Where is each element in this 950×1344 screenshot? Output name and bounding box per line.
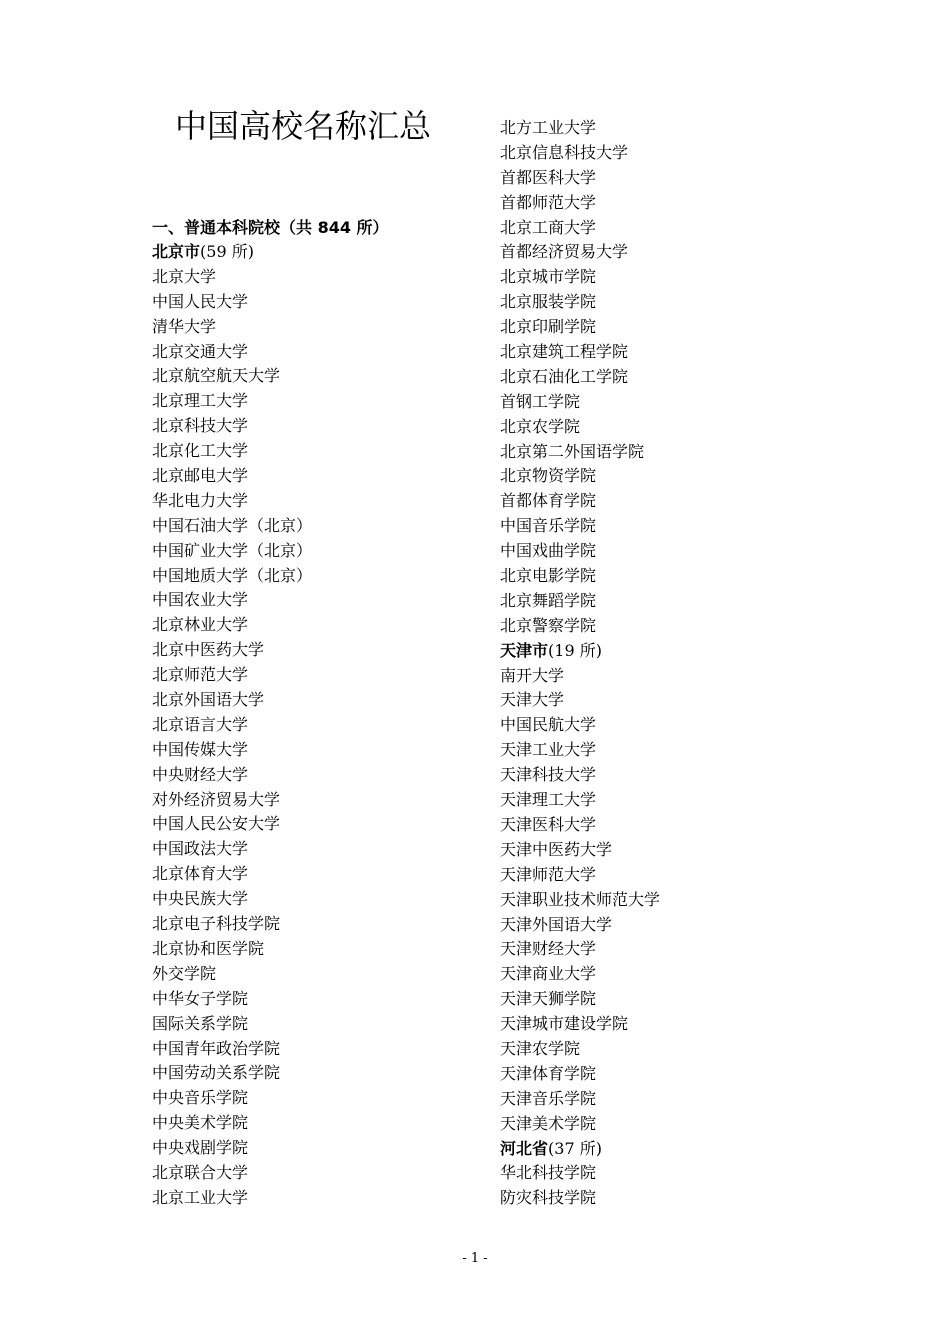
- university-item: 北京城市学院: [500, 267, 597, 287]
- university-item: 北京电子科技学院: [152, 914, 281, 934]
- university-item: 中央财经大学: [152, 764, 249, 784]
- university-item: 北京舞蹈学院: [500, 590, 597, 610]
- university-item: 北京第二外国语学院: [500, 441, 645, 461]
- university-item: 北京师范大学: [152, 665, 249, 685]
- university-item: 北京石油化工学院: [500, 366, 629, 386]
- page-number: - 1 -: [462, 1251, 488, 1266]
- university-item: 北京科技大学: [152, 416, 249, 436]
- university-item: 首都经济贸易大学: [500, 242, 629, 262]
- university-item: 北京物资学院: [500, 466, 597, 486]
- university-item: 首都医科大学: [500, 167, 597, 187]
- university-item: 天津体育学院: [500, 1063, 597, 1083]
- university-item: 天津城市建设学院: [500, 1014, 629, 1034]
- university-item: 北京邮电大学: [152, 466, 249, 486]
- university-item: 北京服装学院: [500, 292, 597, 312]
- province-count: (19 所): [548, 640, 602, 660]
- university-item: 中国人民大学: [152, 291, 249, 311]
- province-heading: [500, 1137, 660, 1162]
- university-item: 外交学院: [152, 963, 217, 983]
- university-item: 首都体育学院: [500, 491, 597, 511]
- university-item: 中华女子学院: [152, 988, 249, 1008]
- university-item: 北京外国语大学: [152, 690, 265, 710]
- university-item: 中国音乐学院: [500, 516, 597, 536]
- university-item: 天津农学院: [500, 1038, 581, 1058]
- university-item: 中国政法大学: [152, 839, 249, 859]
- university-item: 中央戏剧学院: [152, 1138, 249, 1158]
- university-item: 中国矿业大学（北京）: [152, 540, 313, 560]
- university-item: 天津职业技术师范大学: [500, 889, 661, 909]
- university-item: 北京农学院: [500, 416, 581, 436]
- university-item: 中央音乐学院: [152, 1088, 249, 1108]
- university-item: 首都师范大学: [500, 192, 597, 212]
- university-item: 中国传媒大学: [152, 739, 249, 759]
- university-item: 中国民航大学: [500, 715, 597, 735]
- university-item: 中央美术学院: [152, 1113, 249, 1133]
- university-item: 北京警察学院: [500, 615, 597, 635]
- university-item: 天津科技大学: [500, 765, 597, 785]
- university-item: 天津师范大学: [500, 864, 597, 884]
- right-column-list: [500, 116, 660, 1211]
- province-name: 河北省: [500, 1138, 549, 1158]
- university-item: 北京林业大学: [152, 615, 249, 635]
- university-item: 中国劳动关系学院: [152, 1063, 281, 1083]
- university-item: 北京体育大学: [152, 864, 249, 884]
- university-item: 天津医科大学: [500, 814, 597, 834]
- university-item: 北京电影学院: [500, 566, 597, 586]
- university-item: 天津工业大学: [500, 740, 597, 760]
- left-column-list: [152, 240, 312, 1211]
- university-item: 中国石油大学（北京）: [152, 515, 313, 535]
- university-item: 中央民族大学: [152, 889, 249, 909]
- province-name: 北京市: [152, 242, 201, 261]
- university-item: 中国人民公安大学: [152, 814, 281, 834]
- university-item: 北京建筑工程学院: [500, 342, 629, 362]
- university-item: 国际关系学院: [152, 1013, 249, 1033]
- university-item: 北京信息科技大学: [500, 142, 629, 162]
- university-item: 北京工业大学: [152, 1187, 249, 1207]
- university-item: 天津美术学院: [500, 1113, 597, 1133]
- university-item: 中国戏曲学院: [500, 541, 597, 561]
- university-item: 北京联合大学: [152, 1162, 249, 1182]
- university-item: 北京工商大学: [500, 217, 597, 237]
- university-item: 首钢工学院: [500, 391, 581, 411]
- section-heading: 一、普通本科院校（共 844 所）: [152, 218, 389, 237]
- university-item: 天津财经大学: [500, 939, 597, 959]
- university-item: 天津大学: [500, 690, 565, 710]
- university-item: 北京理工大学: [152, 391, 249, 411]
- university-item: 北方工业大学: [500, 118, 597, 137]
- university-item: 中国农业大学: [152, 590, 249, 610]
- province-heading: [152, 240, 312, 265]
- university-item: 北京协和医学院: [152, 938, 265, 958]
- university-item: 天津商业大学: [500, 964, 597, 984]
- university-item: 华北电力大学: [152, 490, 249, 510]
- university-item: 天津天狮学院: [500, 989, 597, 1009]
- province-count: (37 所): [548, 1138, 602, 1158]
- university-item: 北京中医药大学: [152, 640, 265, 660]
- university-item: 北京印刷学院: [500, 317, 597, 337]
- university-item: 北京语言大学: [152, 714, 249, 734]
- university-item: 清华大学: [152, 316, 217, 336]
- university-item: 中国地质大学（北京）: [152, 565, 313, 585]
- province-count: (59 所): [200, 242, 254, 261]
- university-item: 北京航空航天大学: [152, 366, 281, 386]
- university-item: 防灾科技学院: [500, 1188, 597, 1208]
- university-item: 北京化工大学: [152, 441, 249, 461]
- university-item: 天津理工大学: [500, 790, 597, 810]
- university-item: 中国青年政治学院: [152, 1038, 281, 1058]
- university-item: 天津音乐学院: [500, 1088, 597, 1108]
- province-heading: [500, 639, 660, 664]
- document-title: 中国高校名称汇总: [175, 107, 432, 145]
- university-item: 北京大学: [152, 266, 217, 286]
- university-item: 天津外国语大学: [500, 914, 613, 934]
- university-item: 天津中医药大学: [500, 839, 613, 859]
- province-name: 天津市: [500, 640, 549, 660]
- university-item: 华北科技学院: [500, 1163, 597, 1183]
- university-item: 北京交通大学: [152, 341, 249, 361]
- university-item: 对外经济贸易大学: [152, 789, 281, 809]
- university-item: 南开大学: [500, 665, 565, 685]
